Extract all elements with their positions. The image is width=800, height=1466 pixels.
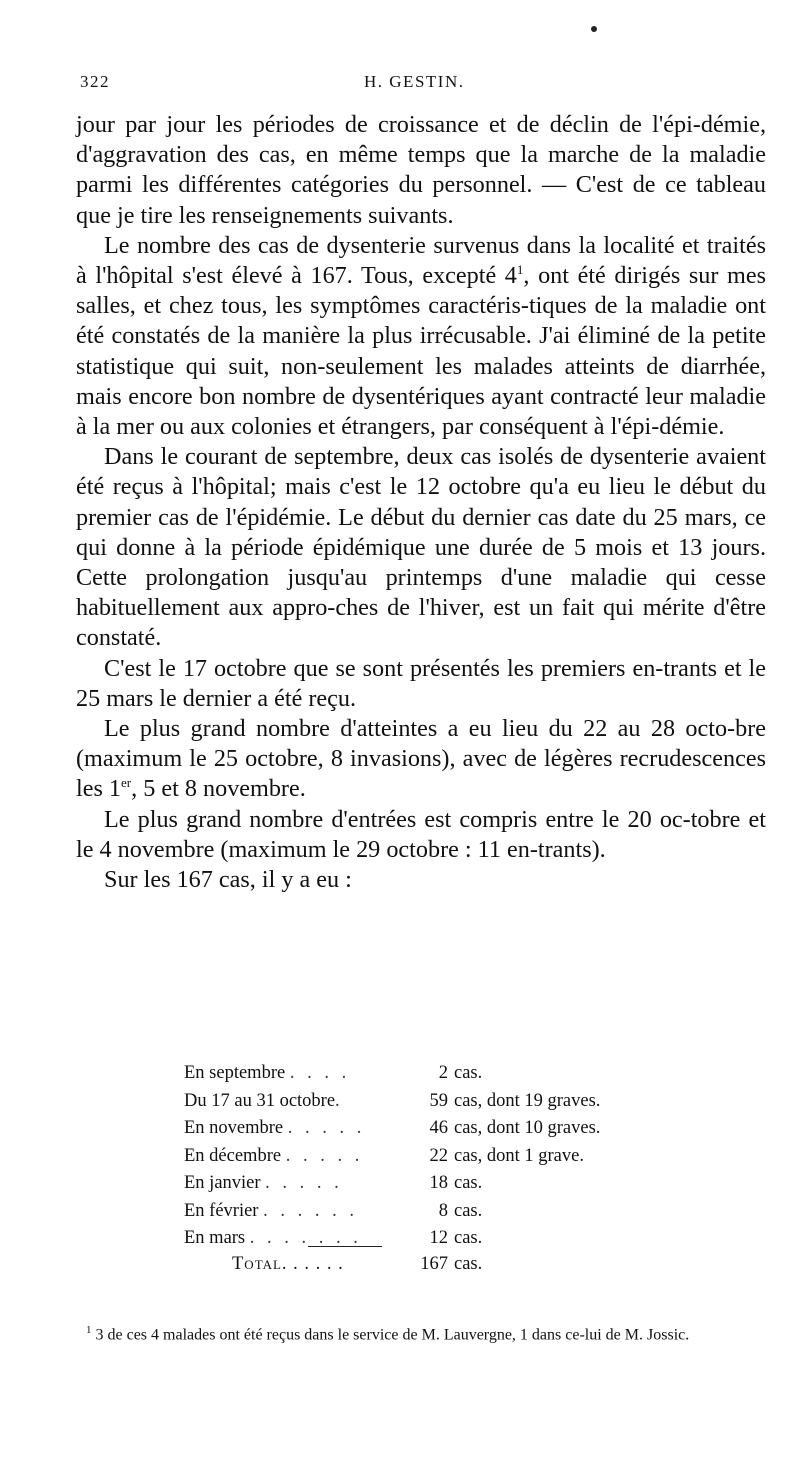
paragraph-text: Le plus grand nombre d'atteintes a eu lieu du 22 au 28 octo-bre (maximum le 25 octobre, 8 invasions), avec de légères recrudescences les 1 [76, 715, 766, 803]
page-number: 322 [80, 72, 110, 91]
paragraph: C'est le 17 octobre que se sont présentés les premiers en-trants et le 25 mars le dernier a été reçu. [76, 654, 766, 712]
case-statistics-table [184, 1063, 604, 1256]
row-label: En février [184, 1200, 259, 1221]
paragraph: Sur les 167 cas, il y a eu : [104, 866, 352, 894]
table-row [184, 1173, 604, 1201]
total-detail: cas. [454, 1254, 483, 1274]
footnote-text: 3 de ces 4 malades ont été reçus dans le service de M. Lauvergne, 1 dans ce-lui de M. Jossic. [95, 1326, 690, 1344]
row-value: 22 [429, 1145, 448, 1166]
book-page [76, 0, 766, 1466]
row-detail: cas, dont 19 graves. [454, 1090, 601, 1111]
row-value: 12 [429, 1228, 448, 1248]
ink-speck [591, 26, 597, 32]
row-label: En janvier [184, 1173, 261, 1193]
row-detail: cas. [454, 1228, 483, 1248]
paragraph: Le plus grand nombre d'entrées est compris entre le 20 oc-tobre et le 4 novembre (maximum le 29 octobre : 11 en-trants). [76, 805, 766, 863]
leader-dots: . . . . . [285, 1145, 364, 1166]
running-header [76, 72, 766, 100]
table-row [184, 1146, 604, 1174]
total-rule [308, 1246, 382, 1247]
row-label: En septembre [184, 1063, 286, 1083]
leader-dots: . . . . . [293, 1254, 344, 1274]
leader-dots: . . . . . [287, 1118, 366, 1138]
table-row [184, 1063, 604, 1091]
leader-dots: . [335, 1090, 344, 1111]
paragraph-text: Le nombre des cas de dysenterie survenus dans la localité et traités à l'hôpital s'est élevé à 167. Tous, excepté 4 [76, 231, 766, 290]
row-label: En décembre [184, 1145, 282, 1166]
row-label: En mars [184, 1228, 246, 1248]
total-label: Total [232, 1254, 282, 1274]
leader-dots: . . . . . . [263, 1200, 358, 1221]
row-value: 46 [429, 1118, 448, 1138]
row-detail: cas. [454, 1200, 483, 1221]
paragraph-text: , 5 et 8 novembre. [131, 775, 306, 803]
leader-dots: . . . . . [265, 1173, 343, 1193]
table-total-row: Total. . . . . . 167 cas. [232, 1254, 483, 1274]
row-value: 8 [438, 1200, 448, 1221]
paragraph: Dans le courant de septembre, deux cas isolés de dysenterie avaient été reçus à l'hôpital; mais c'est le 12 octobre qu'a eu lieu le début du premier cas de l'épidémie. Le début du dernier cas date du 25 mars, ce qui donne à la période épidémique une durée de 5 mois et 13 jours. Cette prolongation jusqu'au printemps d'une maladie qui cesse habituellement aux appro-ches de l'hiver, est un fait qui mérite d'être constaté. [76, 443, 766, 652]
row-label: En novembre [184, 1118, 284, 1138]
row-detail: cas, dont 1 grave. [454, 1145, 584, 1166]
table-row [184, 1228, 604, 1256]
paragraph: jour par jour les périodes de croissance et de déclin de l'épi-démie, d'aggravation des cas, en même temps que la marche de la maladie parmi les différentes catégories du personnel. — C'est de ce tableau que je tire les renseignements suivants. [76, 111, 766, 229]
body-text [76, 110, 766, 895]
running-title: H. GESTIN. [364, 72, 465, 91]
row-detail: cas, dont 10 graves. [454, 1118, 601, 1138]
table-row [184, 1091, 604, 1119]
footnote-reference: 1 [516, 261, 524, 277]
row-value: 18 [429, 1173, 448, 1193]
total-value: 167 [420, 1254, 448, 1274]
table-row [184, 1201, 604, 1229]
footnote-marker: 1 [86, 1324, 92, 1336]
row-value: 59 [429, 1090, 448, 1111]
row-label: Du 17 au 31 octobre [184, 1090, 336, 1111]
row-detail: cas. [454, 1173, 483, 1193]
ordinal-superscript: er [121, 775, 132, 791]
paragraph [76, 231, 766, 442]
paragraph [76, 714, 766, 805]
row-detail: cas. [454, 1063, 483, 1083]
leader-dots: . . . . [289, 1063, 351, 1083]
table-row [184, 1118, 604, 1146]
footnote [76, 1318, 766, 1347]
paragraph-text: , ont été dirigés sur mes salles, et chez tous, les symptômes caractéris-tiques de la maladie ont été constatés de la manière la plus irrécusable. J'ai éliminé de la petite statistique qui suit, non-seulement les malades atteints de diarrhée, mais encore bon nombre de dysentériques ayant contracté leur maladie à la mer ou aux colonies et étrangers, par conséquent à l'épi-démie. [76, 262, 767, 441]
row-value: 2 [438, 1063, 448, 1083]
leader-dots: . . . . . . . [249, 1228, 362, 1248]
